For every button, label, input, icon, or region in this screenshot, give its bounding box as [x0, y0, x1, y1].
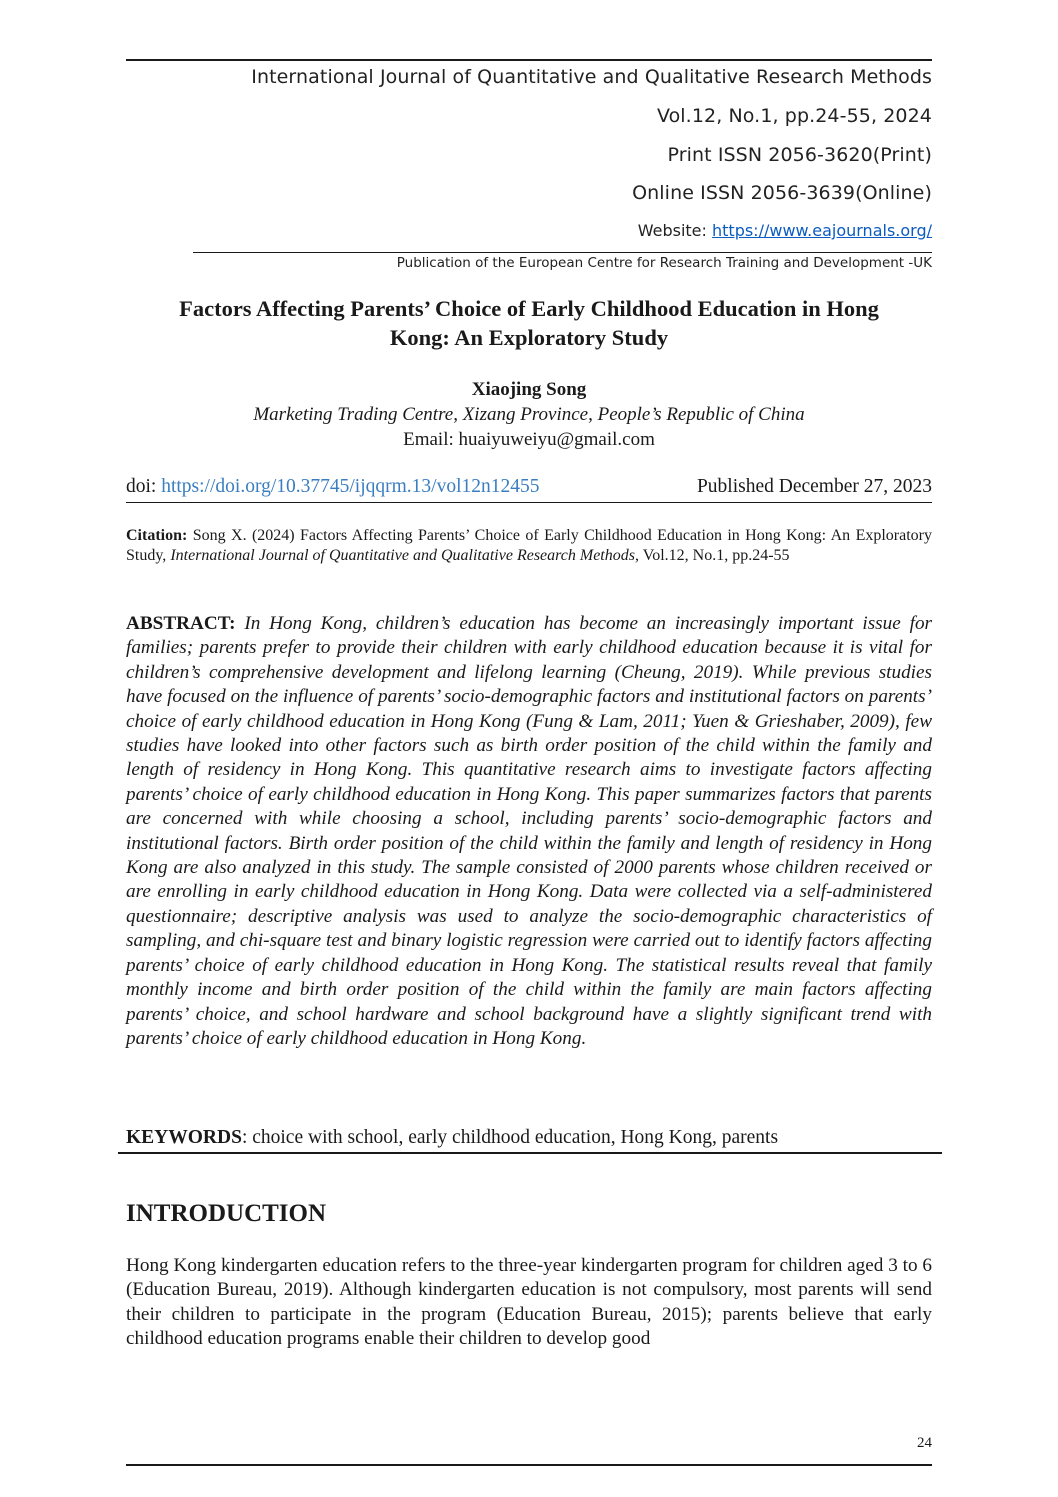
doi-rule	[126, 502, 932, 503]
introduction-text: Hong Kong kindergarten education refers to the three-year kindergarten program for children aged 3 to 6 (Education Bureau, 2019). Although kindergarten education is not compulsory, most parents will send their children to participate in the program (Education Bureau, 2015); parents believe that early childhood education programs enable their children to develop good	[126, 1255, 932, 1350]
online-issn: Online ISSN 2056-3639(Online)	[632, 182, 932, 204]
doi-link[interactable]: https://doi.org/10.37745/ijqqrm.13/vol12n12455	[161, 476, 540, 497]
website-line	[638, 221, 932, 240]
author-affiliation: Marketing Trading Centre, Xizang Province, People’s Republic of China	[253, 404, 805, 425]
keywords	[126, 1127, 932, 1149]
keywords-text: : choice with school, early childhood education, Hong Kong, parents	[241, 1127, 779, 1148]
print-issn: Print ISSN 2056-3620(Print)	[667, 144, 932, 166]
header-top-rule	[126, 59, 932, 61]
abstract	[126, 612, 932, 1051]
citation-label: Citation:	[126, 527, 188, 544]
article-title-line-1: Factors Affecting Parents’ Choice of Early Childhood Education in Hong	[179, 296, 879, 321]
published-date: Published December 27, 2023	[696, 476, 932, 497]
keywords-label: KEYWORDS	[126, 1127, 242, 1148]
author-name: Xiaojing Song	[471, 379, 587, 400]
page-number: 24	[917, 1435, 932, 1451]
footer-rule	[126, 1464, 932, 1466]
doi	[126, 476, 540, 498]
author-email: Email: huaiyuweiyu@gmail.com	[403, 429, 655, 450]
doi-label: doi:	[126, 476, 162, 497]
citation	[126, 526, 932, 566]
keywords-rule	[118, 1152, 942, 1154]
article-title-line-2: Kong: An Exploratory Study	[389, 325, 669, 350]
volume-info: Vol.12, No.1, pp.24-55, 2024	[656, 105, 932, 127]
introduction-heading: INTRODUCTION	[126, 1200, 327, 1227]
header-bottom-rule	[193, 252, 932, 253]
publisher-line: Publication of the European Centre for Research Training and Development -UK	[396, 255, 932, 271]
citation-text-b: , Vol.12, No.1, pp.24-55	[634, 547, 790, 564]
citation-journal: International Journal of Quantitative and Qualitative Research Methods	[170, 547, 635, 564]
journal-name: International Journal of Quantitative and Qualitative Research Methods	[251, 66, 932, 88]
citation-text-a: Song X. (2024) Factors Affecting Parents’ Choice of Early Childhood Education in Hong Kong: An Exploratory Study,	[126, 527, 932, 564]
abstract-label: ABSTRACT:	[126, 613, 236, 634]
doi-row	[126, 476, 932, 498]
website-link[interactable]: https://www.eajournals.org/	[712, 221, 932, 240]
abstract-text: In Hong Kong, children’s education has become an increasingly important issue for families; parents prefer to provide their children with early childhood education because it is vital for children’s comprehensive development and lifelong learning (Cheung, 2019). While previous studies have focused on the influence of parents’ socio-demographic factors and institutional factors on parents’ choice of early childhood education in Hong Kong (Fung & Lam, 2011; Yuen & Grieshaber, 2009), few studies have looked into other factors such as birth order position of the child within the family and length of residency in Hong Kong. This quantitative research aims to investigate factors affecting parents’ choice of early childhood education in Hong Kong. This paper summarizes factors that parents are concerned with while choosing a school, including parents’ socio-demographic factors and institutional factors. Birth order position of the child within the family and length of residency in Hong Kong are also analyzed in this study. The sample consisted of 2000 parents whose children received or are enrolling in early childhood education in Hong Kong. Data were collected via a self-administered questionnaire; descriptive analysis was used to analyze the socio-demographic characteristics of sampling, and chi-square test and binary logistic regression were carried out to identify factors affecting parents’ choice of early childhood education in Hong Kong. The statistical results reveal that family monthly income and birth order position of the child within the family are main factors affecting parents’ choice, and school hardware and school background have a slightly significant trend with parents’ choice of early childhood education in Hong Kong.	[126, 613, 932, 1049]
article-title	[126, 294, 932, 352]
website-label: Website:	[637, 221, 712, 240]
